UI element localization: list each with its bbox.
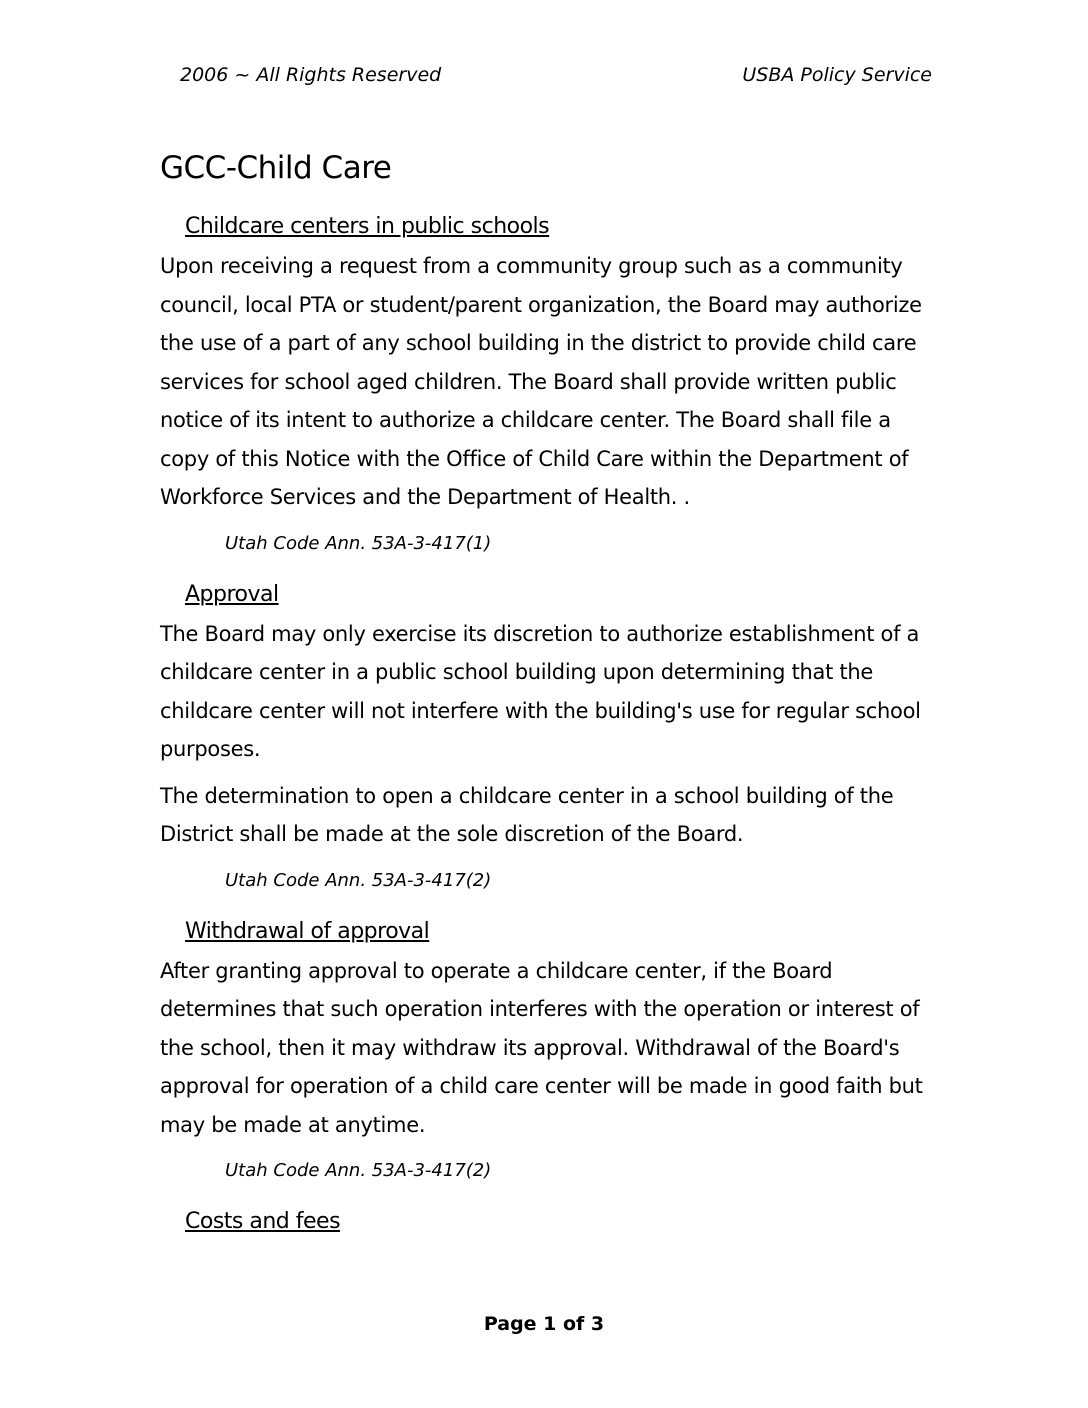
document-body: [160, 150, 930, 1242]
section-paragraph: The Board may only exercise its discretion to authorize establishment of a childcare center in a public school building upon determining that the childcare center will not interfere with the building's use for regular school purposes.: [160, 621, 921, 761]
section-childcare-centers: [160, 214, 930, 554]
header-copyright: 2006 ~ All Rights Reserved: [180, 64, 442, 86]
section-heading: Costs and fees: [185, 1209, 341, 1234]
section-withdrawal-of-approval: [160, 919, 930, 1182]
section-paragraph: The determination to open a childcare center in a school building of the District shall be made at the sole discretion of the Board.: [160, 783, 894, 846]
header-service-name: USBA Policy Service: [742, 64, 932, 86]
legal-citation: Utah Code Ann. 53A-3-417(1): [225, 532, 492, 554]
section-approval: [160, 582, 930, 891]
section-costs-and-fees: [160, 1209, 930, 1234]
page-header: [180, 64, 932, 92]
section-heading: Withdrawal of approval: [185, 918, 430, 944]
document-title: GCC-Child Care: [160, 150, 392, 186]
section-paragraph: After granting approval to operate a childcare center, if the Board determines that such operation interferes with the operation or interest of the school, then it may withdraw its approval. Withdrawal of the Board's approval for operation of a child care center will be made in good faith but may be made at anytime.: [160, 958, 923, 1137]
page-number: Page 1 of 3: [483, 1313, 605, 1335]
section-heading: Childcare centers in public schools: [185, 214, 550, 239]
legal-citation: Utah Code Ann. 53A-3-417(2): [225, 869, 492, 891]
legal-citation: Utah Code Ann. 53A-3-417(2): [225, 1160, 492, 1181]
section-heading: Approval: [185, 581, 279, 607]
section-paragraph: Upon receiving a request from a community group such as a community council, local PTA or student/parent organization, the Board may authorize the use of a part of any school building in the district to provide child care services for school aged children. The Board shall provide written public notice of its intent to authorize a childcare center. The Board shall file a copy of this Notice with the Office of Child Care within the Department of Workforce Services and the Department of Health. .: [160, 254, 922, 509]
